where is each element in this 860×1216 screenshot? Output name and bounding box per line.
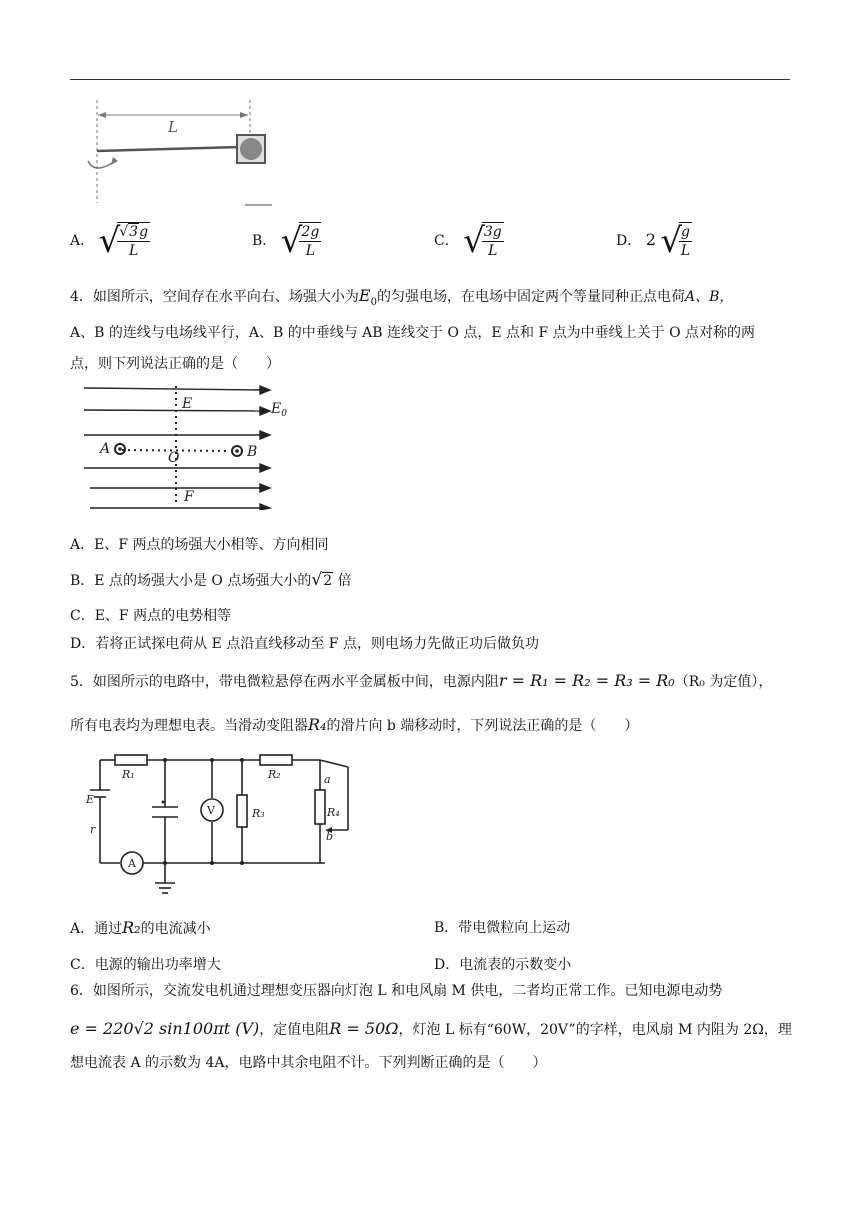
internal-r-label: r [90, 823, 96, 836]
terminal-a-label: a [324, 773, 331, 786]
r2-label: R₂ [268, 768, 281, 781]
length-label: L [168, 118, 178, 136]
q6-line3: 想电流表 A 的示数为 4A，电路中其余电阻不计。下列判断正确的是（ ） [70, 1055, 547, 1071]
q3-option-a[interactable]: A． √ $\frac{√3g}{L}$ [70, 221, 149, 261]
q4-option-d[interactable]: D．若将正试探电荷从 E 点沿直线移动至 F 点，则电场力先做正功后做负功 [70, 636, 539, 652]
rod-rotation-figure [80, 95, 290, 210]
emf-label: E [86, 793, 95, 806]
q3-option-d[interactable]: D． 2 √ $\frac{g}{L}$ [616, 221, 691, 261]
ammeter-label: A [128, 857, 136, 870]
point-f-label: F [184, 489, 194, 505]
q5-option-d[interactable]: D．电流表的示数变小 [434, 957, 572, 973]
charge-a-label: A [100, 441, 111, 457]
q4-line2: A、B 的连线与电场线平行，A、B 的中垂线与 AB 连线交于 O 点，E 点和 F 点为中垂线上关于 O 点对称的两 [70, 325, 756, 341]
r1-label: R₁ [122, 768, 135, 781]
q6-line2: e = 220√2 sin100πt (V)，定值电阻R = 50Ω，灯泡 L 标有“60W，20V”的字样，电风扇 M 内阻为 2Ω，理 [70, 1019, 792, 1038]
header-rule [70, 79, 790, 80]
q3-option-c[interactable]: C． √ $\frac{3g}{L}$ [434, 221, 502, 261]
q6-line1: 6．如图所示，交流发电机通过理想变压器向灯泡 L 和电风扇 M 供电，二者均正常工作。已知电源电动势 [70, 983, 723, 999]
point-e-label: E [182, 396, 193, 412]
charge-b-label: B [247, 444, 258, 460]
q5-option-a[interactable]: A．通过R₂的电流减小 [70, 918, 211, 937]
q5-line2: 所有电表均为理想电表。当滑动变阻器R₄的滑片向 b 端移动时，下列说法正确的是（ ） [70, 715, 639, 734]
r4-label: R₄ [327, 806, 340, 819]
circuit-figure [80, 745, 370, 900]
q4-line1: 4．如图所示，空间存在水平向右、场强大小为$E_0$的匀强电场，在电场中固定两个等量同种正点电荷A、B， [70, 286, 734, 308]
point-o-label: O [168, 450, 180, 466]
field-e0-label: $E_0$ [271, 401, 287, 419]
q4-option-a[interactable]: A．E、F 两点的场强大小相等、方向相同 [70, 537, 329, 553]
voltmeter-label: V [207, 804, 215, 817]
terminal-b-label: b [326, 830, 334, 843]
electric-field-figure [80, 380, 310, 510]
r3-label: R₃ [252, 807, 265, 820]
q5-line1: 5．如图所示的电路中，带电微粒悬停在两水平金属板中间，电源内阻r = R₁ = R₂ = R₃ = R₀（R₀ 为定值）， [70, 671, 773, 690]
q5-option-c[interactable]: C．电源的输出功率增大 [70, 957, 221, 973]
q4-line3: 点，则下列说法正确的是（ ） [70, 356, 280, 372]
q3-option-b[interactable]: B． √ $\frac{2g}{L}$ [252, 221, 320, 261]
q4-option-b[interactable]: B．E 点的场强大小是 O 点场强大小的√2 倍 [70, 570, 352, 590]
q4-option-c[interactable]: C．E、F 两点的电势相等 [70, 608, 232, 624]
q5-option-b[interactable]: B．带电微粒向上运动 [434, 920, 571, 936]
